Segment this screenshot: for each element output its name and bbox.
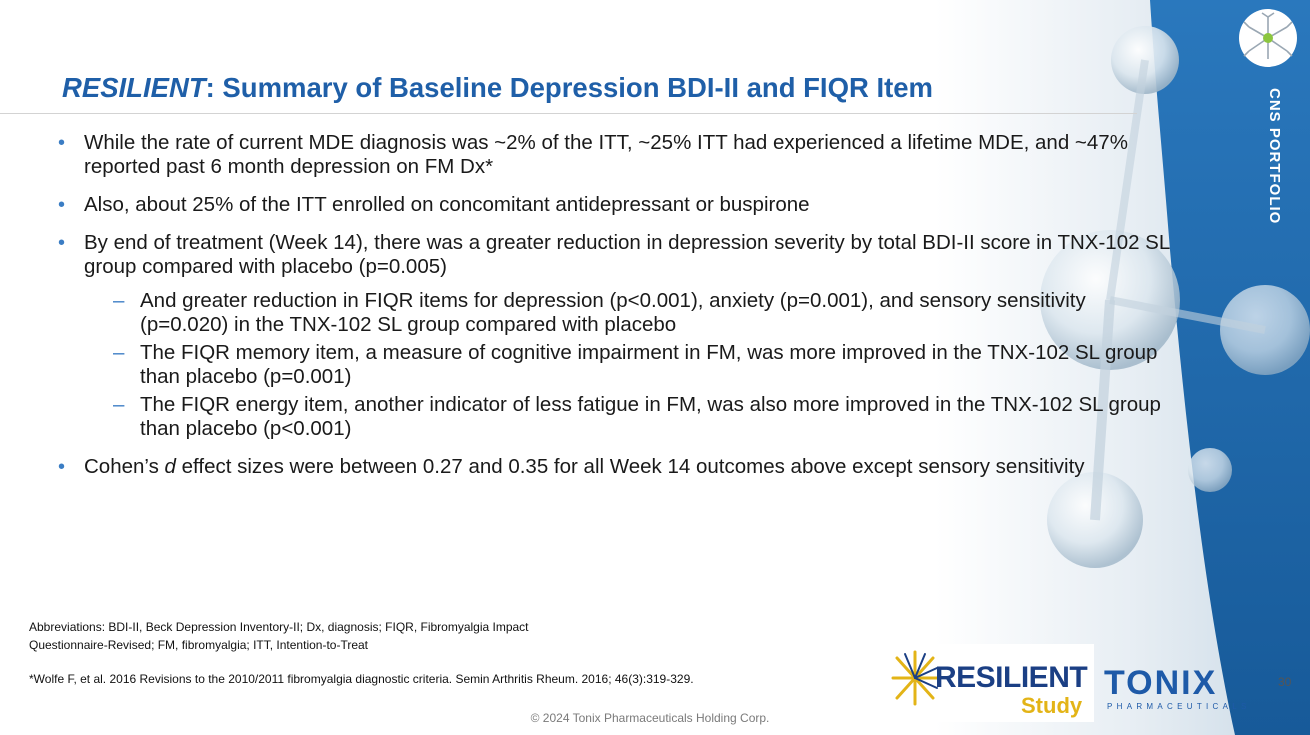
bullet-text-post: effect sizes were between 0.27 and 0.35 for all Week 14 outcomes above except sensory sensitivity	[175, 455, 1085, 478]
bullet-dot: •	[58, 456, 66, 478]
bullet-item	[58, 455, 1178, 479]
sub-bullet-item	[58, 289, 1178, 337]
sub-bullet-dash: –	[113, 393, 125, 416]
bullet-text-italic: d	[164, 455, 176, 478]
sub-bullet-text: The FIQR energy item, another indicator of less fatigue in FM, was also more improved in the TNX-102 SL group than placebo (p<0.001)	[140, 393, 1161, 440]
sub-bullet-item	[58, 393, 1178, 441]
tonix-subtitle: PHARMACEUTICALS	[1107, 702, 1251, 711]
bullet-dot: •	[58, 132, 66, 154]
resilient-wordmark: RESILIENT	[935, 661, 1088, 694]
title-divider	[0, 113, 1137, 114]
title-study-name: RESILIENT	[62, 72, 206, 103]
bullet-list	[58, 131, 1178, 493]
bullet-item	[58, 193, 1178, 217]
sub-bullet-dash: –	[113, 289, 125, 312]
tonix-logo	[1104, 664, 1251, 714]
sunburst-icon	[891, 648, 939, 708]
sub-bullet-dash: –	[113, 341, 125, 364]
study-wordmark: Study	[1021, 693, 1083, 718]
abbreviations-line: Abbreviations: BDI-II, Beck Depression Inventory-II; Dx, diagnosis; FIQR, Fibromyalgia Impact	[29, 620, 529, 634]
tonix-wordmark: TONIX	[1104, 664, 1218, 702]
bullet-dot: •	[58, 232, 66, 254]
title-rest: : Summary of Baseline Depression BDI-II and FIQR Item	[205, 72, 934, 103]
sub-bullet-item	[58, 341, 1178, 389]
cns-portfolio-label: CNS PORTFOLIO	[1266, 88, 1283, 225]
abbreviations-footnote	[29, 618, 669, 654]
page-number: 30	[1278, 675, 1292, 689]
bullet-item	[58, 231, 1178, 279]
bullet-text: By end of treatment (Week 14), there was a greater reduction in depression severity by total BDI-II score in TNX-102 SL group compared with placebo (p=0.005)	[84, 231, 1170, 278]
copyright-notice: © 2024 Tonix Pharmaceuticals Holding Corp.	[530, 711, 770, 725]
abbreviations-line: Questionnaire-Revised; FM, fibromyalgia; ITT, Intention-to-Treat	[29, 638, 369, 652]
bullet-text: Also, about 25% of the ITT enrolled on concomitant antidepressant or buspirone	[84, 193, 810, 216]
sub-bullet-text: And greater reduction in FIQR items for depression (p<0.001), anxiety (p=0.001), and sensory sensitivity (p=0.020) in the TNX-102 SL group compared with placebo	[140, 289, 1086, 336]
bullet-item	[58, 131, 1178, 179]
bullet-text: While the rate of current MDE diagnosis was ~2% of the ITT, ~25% ITT had experienced a lifetime MDE, and ~47% reported past 6 month depression on FM Dx*	[84, 131, 1128, 178]
bullet-dot: •	[58, 194, 66, 216]
resilient-study-logo	[888, 644, 1094, 722]
sub-bullet-text: The FIQR memory item, a measure of cognitive impairment in FM, was more improved in the TNX-102 SL group than placebo (p=0.001)	[140, 341, 1158, 388]
page-title	[62, 72, 1142, 104]
neuron-icon	[1239, 9, 1297, 67]
bullet-text-pre: Cohen’s	[84, 455, 165, 478]
reference-footnote: *Wolfe F, et al. 2016 Revisions to the 2010/2011 fibromyalgia diagnostic criteria. Semin Arthritis Rheum. 2016; 46(3):319-329.	[29, 672, 694, 686]
